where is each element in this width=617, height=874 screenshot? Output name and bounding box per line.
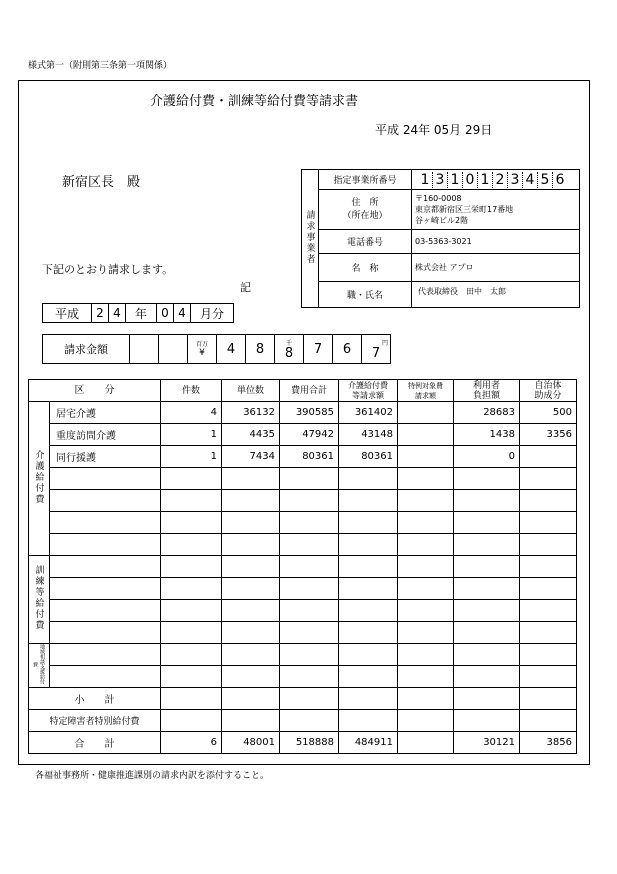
addressee: 新宿区長 殿 xyxy=(62,175,141,190)
row-claim: 43148 xyxy=(339,424,398,446)
row-user: 28683 xyxy=(454,402,520,424)
footnote: 各福祉事務所・健康推進課別の請求内訳を添付すること。 xyxy=(35,771,270,781)
period-year-label: 年 xyxy=(126,304,157,323)
row-claim: 361402 xyxy=(339,402,398,424)
amount-digit-sen: 千 8 xyxy=(275,335,304,364)
group-kunren: 訓練等給付費 xyxy=(29,556,50,644)
amount-box xyxy=(42,334,391,364)
row-name: 重度訪問介護 xyxy=(50,424,161,446)
period-box xyxy=(42,303,234,323)
total-cost: 518888 xyxy=(280,732,339,754)
row-special xyxy=(398,424,454,446)
amount-digit-en: 円 7 xyxy=(362,335,391,364)
amount-yen: 百万 ¥ xyxy=(188,335,217,364)
row-special xyxy=(398,446,454,468)
row-local xyxy=(520,446,577,468)
row-name: 居宅介護 xyxy=(50,402,161,424)
row-count: 4 xyxy=(161,402,222,424)
request-date: 平成 24年 05月 29日 xyxy=(375,123,493,137)
issuer-block xyxy=(301,169,580,308)
row-count: 1 xyxy=(161,424,222,446)
group-other: 地域相談支援給付費 xyxy=(29,644,50,688)
office-no-label: 指定事業所番号 xyxy=(319,170,412,190)
row-claim: 80361 xyxy=(339,446,398,468)
period-month-digit: 0 xyxy=(157,304,174,323)
period-era: 平成 xyxy=(43,304,92,323)
ki-label: 記 xyxy=(240,281,251,294)
row-user: 0 xyxy=(454,446,520,468)
total-user: 30121 xyxy=(454,732,520,754)
row-special xyxy=(398,402,454,424)
rep-label: 職・氏名 xyxy=(319,282,412,308)
address-label: 住 所 （所在地） xyxy=(319,190,412,230)
detail-table xyxy=(28,379,577,754)
phone-value: 03-5363-3021 xyxy=(412,230,580,254)
total-units: 48001 xyxy=(222,732,280,754)
header-local: 自治体 助成分 xyxy=(520,380,577,402)
total-claim: 484911 xyxy=(339,732,398,754)
period-month-digit: 4 xyxy=(174,304,191,323)
special-label: 特定障害者特別給付費 xyxy=(29,710,161,732)
row-name: 同行援護 xyxy=(50,446,161,468)
header-special: 特例対象費 請求額 xyxy=(398,380,454,402)
row-units: 4435 xyxy=(222,424,280,446)
header-units: 単位数 xyxy=(222,380,280,402)
header-user: 利用者 負担額 xyxy=(454,380,520,402)
name-value: 株式会社 アプロ xyxy=(412,254,580,282)
header-kubun: 区 分 xyxy=(29,380,161,402)
phone-label: 電話番号 xyxy=(319,230,412,254)
issuer-side-label: 請求事業者 xyxy=(302,170,319,308)
form-title: 介護給付費・訓練等給付費等請求書 xyxy=(150,94,359,109)
subtotal-label: 小 計 xyxy=(29,688,161,710)
rep-value: 代表取締役 田中 太郎 xyxy=(412,282,580,308)
row-cost: 80361 xyxy=(280,446,339,468)
amount-digit: 4 xyxy=(217,335,246,364)
office-no: 1 3 1 0 1 2 3 4 5 6 xyxy=(412,170,580,190)
row-local: 3356 xyxy=(520,424,577,446)
amount-digit: 7 xyxy=(304,335,333,364)
form-reference: 様式第一（附則第三条第一項関係） xyxy=(28,61,173,71)
period-year-digit: 2 xyxy=(92,304,109,323)
amount-digit: 8 xyxy=(246,335,275,364)
amount-label: 請求金額 xyxy=(43,335,130,364)
header-claim: 介護給付費 等請求額 xyxy=(339,380,398,402)
total-special xyxy=(398,732,454,754)
total-label: 合 計 xyxy=(29,732,161,754)
period-year-digit: 4 xyxy=(109,304,126,323)
address-value: 〒160-0008 東京都新宿区三栄町17番地 谷ヶ崎ビル2階 xyxy=(412,190,580,230)
row-units: 36132 xyxy=(222,402,280,424)
row-units: 7434 xyxy=(222,446,280,468)
name-label: 名 称 xyxy=(319,254,412,282)
period-month-label: 月分 xyxy=(191,304,234,323)
total-count: 6 xyxy=(161,732,222,754)
total-local: 3856 xyxy=(520,732,577,754)
row-cost: 47942 xyxy=(280,424,339,446)
amount-digit: 6 xyxy=(333,335,362,364)
row-count: 1 xyxy=(161,446,222,468)
request-text: 下記のとおり請求します。 xyxy=(42,263,174,276)
header-count: 件数 xyxy=(161,380,222,402)
row-cost: 390585 xyxy=(280,402,339,424)
header-cost: 費用合計 xyxy=(280,380,339,402)
row-local: 500 xyxy=(520,402,577,424)
row-user: 1438 xyxy=(454,424,520,446)
group-kaigo: 介護給付費 xyxy=(29,402,50,556)
